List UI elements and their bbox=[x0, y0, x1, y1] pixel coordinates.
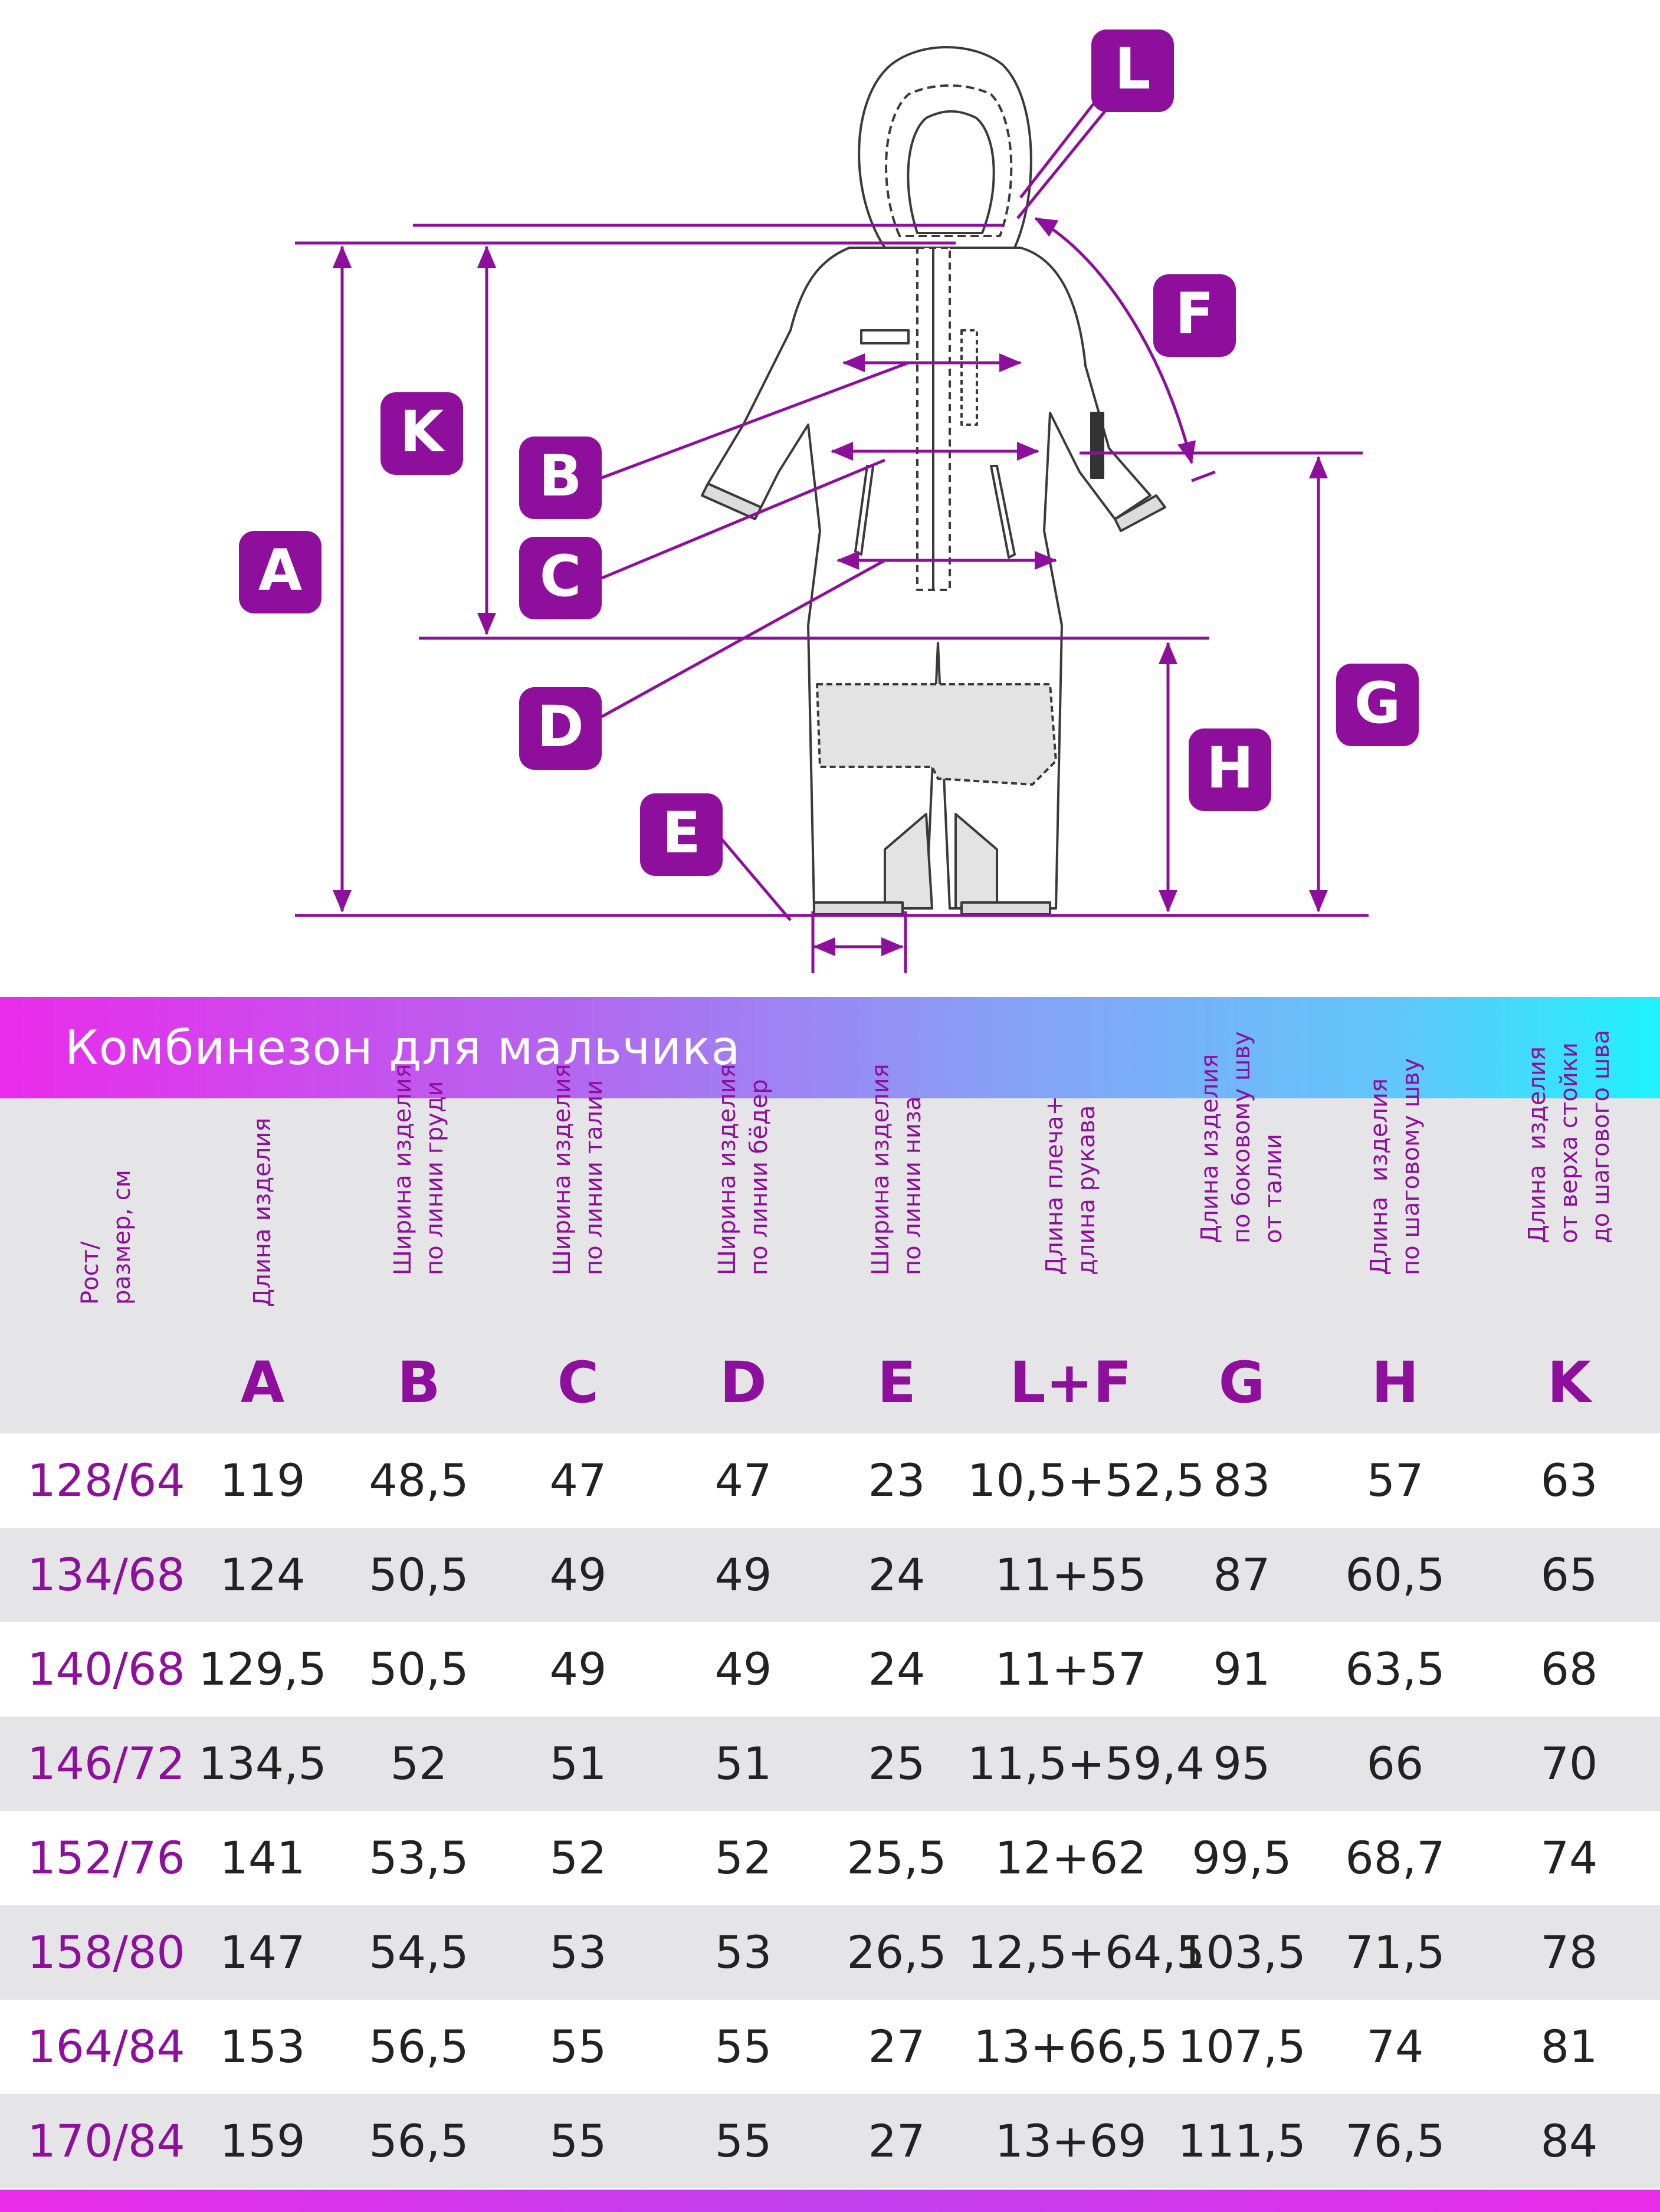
value-cell: 91 bbox=[1213, 1643, 1271, 1695]
header-cell bbox=[360, 1064, 478, 1433]
label-G bbox=[1336, 664, 1419, 746]
value-cell: 26,5 bbox=[847, 1926, 947, 1978]
value-cell: 78 bbox=[1540, 1926, 1598, 1978]
value-cell: 10,5+52,5 bbox=[967, 1454, 1205, 1507]
svg-text:G: G bbox=[1354, 670, 1401, 736]
value-cell: 50,5 bbox=[369, 1548, 469, 1601]
value-cell: 76,5 bbox=[1345, 2115, 1445, 2167]
value-cell: 124 bbox=[219, 1548, 306, 1601]
value-cell: 95 bbox=[1213, 1737, 1271, 1790]
value-cell: 49 bbox=[549, 1643, 607, 1695]
table-row bbox=[0, 1622, 1660, 1717]
size-cell: 128/64 bbox=[27, 1454, 185, 1507]
header-letter: G bbox=[1218, 1350, 1265, 1416]
value-cell: 70 bbox=[1540, 1737, 1598, 1790]
table-row bbox=[0, 2094, 1660, 2188]
value-cell: 159 bbox=[219, 2115, 306, 2167]
value-cell: 56,5 bbox=[369, 2115, 469, 2167]
value-cell: 27 bbox=[868, 2020, 926, 2073]
value-cell: 53 bbox=[714, 1926, 772, 1978]
svg-text:K: K bbox=[399, 399, 444, 465]
svg-text:D: D bbox=[537, 694, 584, 760]
svg-text:E: E bbox=[662, 800, 701, 866]
value-cell: 50,5 bbox=[369, 1643, 469, 1695]
size-cell: 152/76 bbox=[27, 1832, 185, 1884]
value-cell: 51 bbox=[714, 1737, 772, 1790]
table-row bbox=[0, 1433, 1660, 1528]
header-cell bbox=[1168, 1031, 1315, 1433]
value-cell: 57 bbox=[1366, 1454, 1424, 1507]
value-cell: 71,5 bbox=[1345, 1926, 1445, 1978]
size-cell: 164/84 bbox=[27, 2020, 185, 2073]
value-cell: 65 bbox=[1540, 1548, 1598, 1601]
table-row bbox=[0, 2000, 1660, 2094]
value-cell: 11+55 bbox=[995, 1548, 1147, 1601]
value-cell: 83 bbox=[1213, 1454, 1271, 1507]
header-letter: E bbox=[877, 1350, 916, 1416]
value-cell: 111,5 bbox=[1177, 2115, 1306, 2167]
svg-text:F: F bbox=[1175, 281, 1214, 347]
header-letter: C bbox=[557, 1350, 599, 1416]
svg-text:C: C bbox=[539, 543, 582, 609]
value-cell: 49 bbox=[714, 1643, 772, 1695]
label-F bbox=[1153, 274, 1236, 357]
value-cell: 74 bbox=[1540, 1832, 1598, 1884]
value-cell: 147 bbox=[219, 1926, 306, 1978]
table-row bbox=[0, 1528, 1660, 1622]
value-cell: 52 bbox=[714, 1832, 772, 1884]
value-cell: 48,5 bbox=[369, 1454, 469, 1507]
value-cell: 141 bbox=[219, 1832, 306, 1884]
value-cell: 24 bbox=[868, 1643, 926, 1695]
value-cell: 107,5 bbox=[1177, 2020, 1306, 2073]
header-letter: D bbox=[720, 1350, 767, 1416]
value-cell: 68 bbox=[1540, 1643, 1598, 1695]
value-cell: 11,5+59,4 bbox=[967, 1737, 1205, 1790]
value-cell: 11+57 bbox=[995, 1643, 1147, 1695]
header-letter: L+F bbox=[1009, 1350, 1132, 1416]
value-cell: 129,5 bbox=[198, 1643, 327, 1695]
label-D bbox=[519, 687, 602, 770]
value-cell: 153 bbox=[219, 2020, 306, 2073]
value-cell: 63 bbox=[1540, 1454, 1598, 1507]
size-cell: 140/68 bbox=[27, 1643, 185, 1695]
value-cell: 23 bbox=[868, 1454, 926, 1507]
label-B bbox=[519, 437, 602, 519]
value-cell: 12+62 bbox=[995, 1832, 1147, 1884]
value-cell: 49 bbox=[714, 1548, 772, 1601]
header-letter: H bbox=[1371, 1350, 1419, 1416]
value-cell: 63,5 bbox=[1345, 1643, 1445, 1695]
value-cell: 47 bbox=[549, 1454, 607, 1507]
value-cell: 81 bbox=[1540, 2020, 1598, 2073]
header-cell bbox=[195, 1098, 330, 1433]
value-cell: 53,5 bbox=[369, 1832, 469, 1884]
header-cell bbox=[967, 1095, 1174, 1433]
header-letter: A bbox=[240, 1350, 285, 1416]
value-cell: 84 bbox=[1540, 2115, 1598, 2167]
header-description: Ширина изделия по линии бёдер bbox=[714, 1064, 773, 1275]
header-description: Длина изделия от верха стойки до шагового шва bbox=[1524, 1029, 1615, 1243]
label-L bbox=[1091, 29, 1174, 112]
header-cell bbox=[519, 1064, 637, 1433]
header-description: Длина плеча+ длина рукава bbox=[1041, 1095, 1100, 1275]
size-cell: 158/80 bbox=[27, 1926, 185, 1978]
value-cell: 134,5 bbox=[198, 1737, 327, 1790]
value-cell: 25 bbox=[868, 1737, 926, 1790]
value-cell: 12,5+64,5 bbox=[967, 1926, 1205, 1978]
label-E bbox=[640, 793, 723, 876]
value-cell: 24 bbox=[868, 1548, 926, 1601]
value-cell: 52 bbox=[549, 1832, 607, 1884]
table-row bbox=[0, 1905, 1660, 2000]
label-K bbox=[380, 392, 463, 475]
jumpsuit-drawing bbox=[702, 47, 1165, 914]
header-cell bbox=[1487, 1029, 1652, 1433]
header-cell bbox=[12, 1098, 201, 1433]
size-diagram bbox=[0, 0, 1660, 991]
value-cell: 56,5 bbox=[369, 2020, 469, 2073]
svg-text:H: H bbox=[1206, 735, 1254, 801]
size-cell: 170/84 bbox=[27, 2115, 185, 2167]
value-cell: 119 bbox=[219, 1454, 306, 1507]
value-cell: 99,5 bbox=[1192, 1832, 1292, 1884]
value-cell: 55 bbox=[714, 2020, 772, 2073]
value-cell: 27 bbox=[868, 2115, 926, 2167]
header-description: Длина изделия bbox=[249, 1117, 276, 1307]
value-cell: 47 bbox=[714, 1454, 772, 1507]
header-description: Длина изделия по шаговому шву bbox=[1366, 1058, 1425, 1275]
header-cell bbox=[684, 1064, 802, 1433]
header-letter: K bbox=[1547, 1350, 1592, 1416]
svg-text:B: B bbox=[539, 443, 582, 509]
header-description: Длина изделия по боковому шву от талии bbox=[1196, 1031, 1287, 1243]
value-cell: 68,7 bbox=[1345, 1832, 1445, 1884]
value-cell: 87 bbox=[1213, 1548, 1271, 1601]
value-cell: 55 bbox=[549, 2115, 607, 2167]
value-cell: 55 bbox=[714, 2115, 772, 2167]
header-cell bbox=[838, 1064, 956, 1433]
svg-text:A: A bbox=[258, 537, 303, 603]
page-title: Комбинезон для мальчика bbox=[65, 1020, 741, 1075]
value-cell: 54,5 bbox=[369, 1926, 469, 1978]
value-cell: 51 bbox=[549, 1737, 607, 1790]
value-cell: 103,5 bbox=[1177, 1926, 1306, 1978]
value-cell: 55 bbox=[549, 2020, 607, 2073]
value-cell: 60,5 bbox=[1345, 1548, 1445, 1601]
label-H bbox=[1189, 728, 1271, 811]
bottom-bar bbox=[0, 2190, 1660, 2212]
header-description: Ширина изделия по линии груди bbox=[389, 1064, 448, 1275]
size-cell: 134/68 bbox=[27, 1548, 185, 1601]
header-letter: B bbox=[397, 1350, 441, 1416]
header-description: Рост/ размер, см bbox=[77, 1170, 136, 1305]
value-cell: 25,5 bbox=[847, 1832, 947, 1884]
value-cell: 53 bbox=[549, 1926, 607, 1978]
value-cell: 49 bbox=[549, 1548, 607, 1601]
header-cell bbox=[1321, 1058, 1469, 1433]
label-C bbox=[519, 537, 602, 619]
size-cell: 146/72 bbox=[27, 1737, 185, 1790]
value-cell: 52 bbox=[390, 1737, 448, 1790]
value-cell: 13+69 bbox=[995, 2115, 1147, 2167]
label-A bbox=[239, 531, 321, 613]
header-description: Ширина изделия по линии низа bbox=[867, 1064, 926, 1275]
table-row bbox=[0, 1811, 1660, 1905]
table-row bbox=[0, 1717, 1660, 1811]
value-cell: 13+66,5 bbox=[973, 2020, 1168, 2073]
header-description: Ширина изделия по линии талии bbox=[549, 1064, 608, 1275]
value-cell: 74 bbox=[1366, 2020, 1424, 2073]
value-cell: 66 bbox=[1366, 1737, 1424, 1790]
svg-text:L: L bbox=[1114, 36, 1151, 102]
